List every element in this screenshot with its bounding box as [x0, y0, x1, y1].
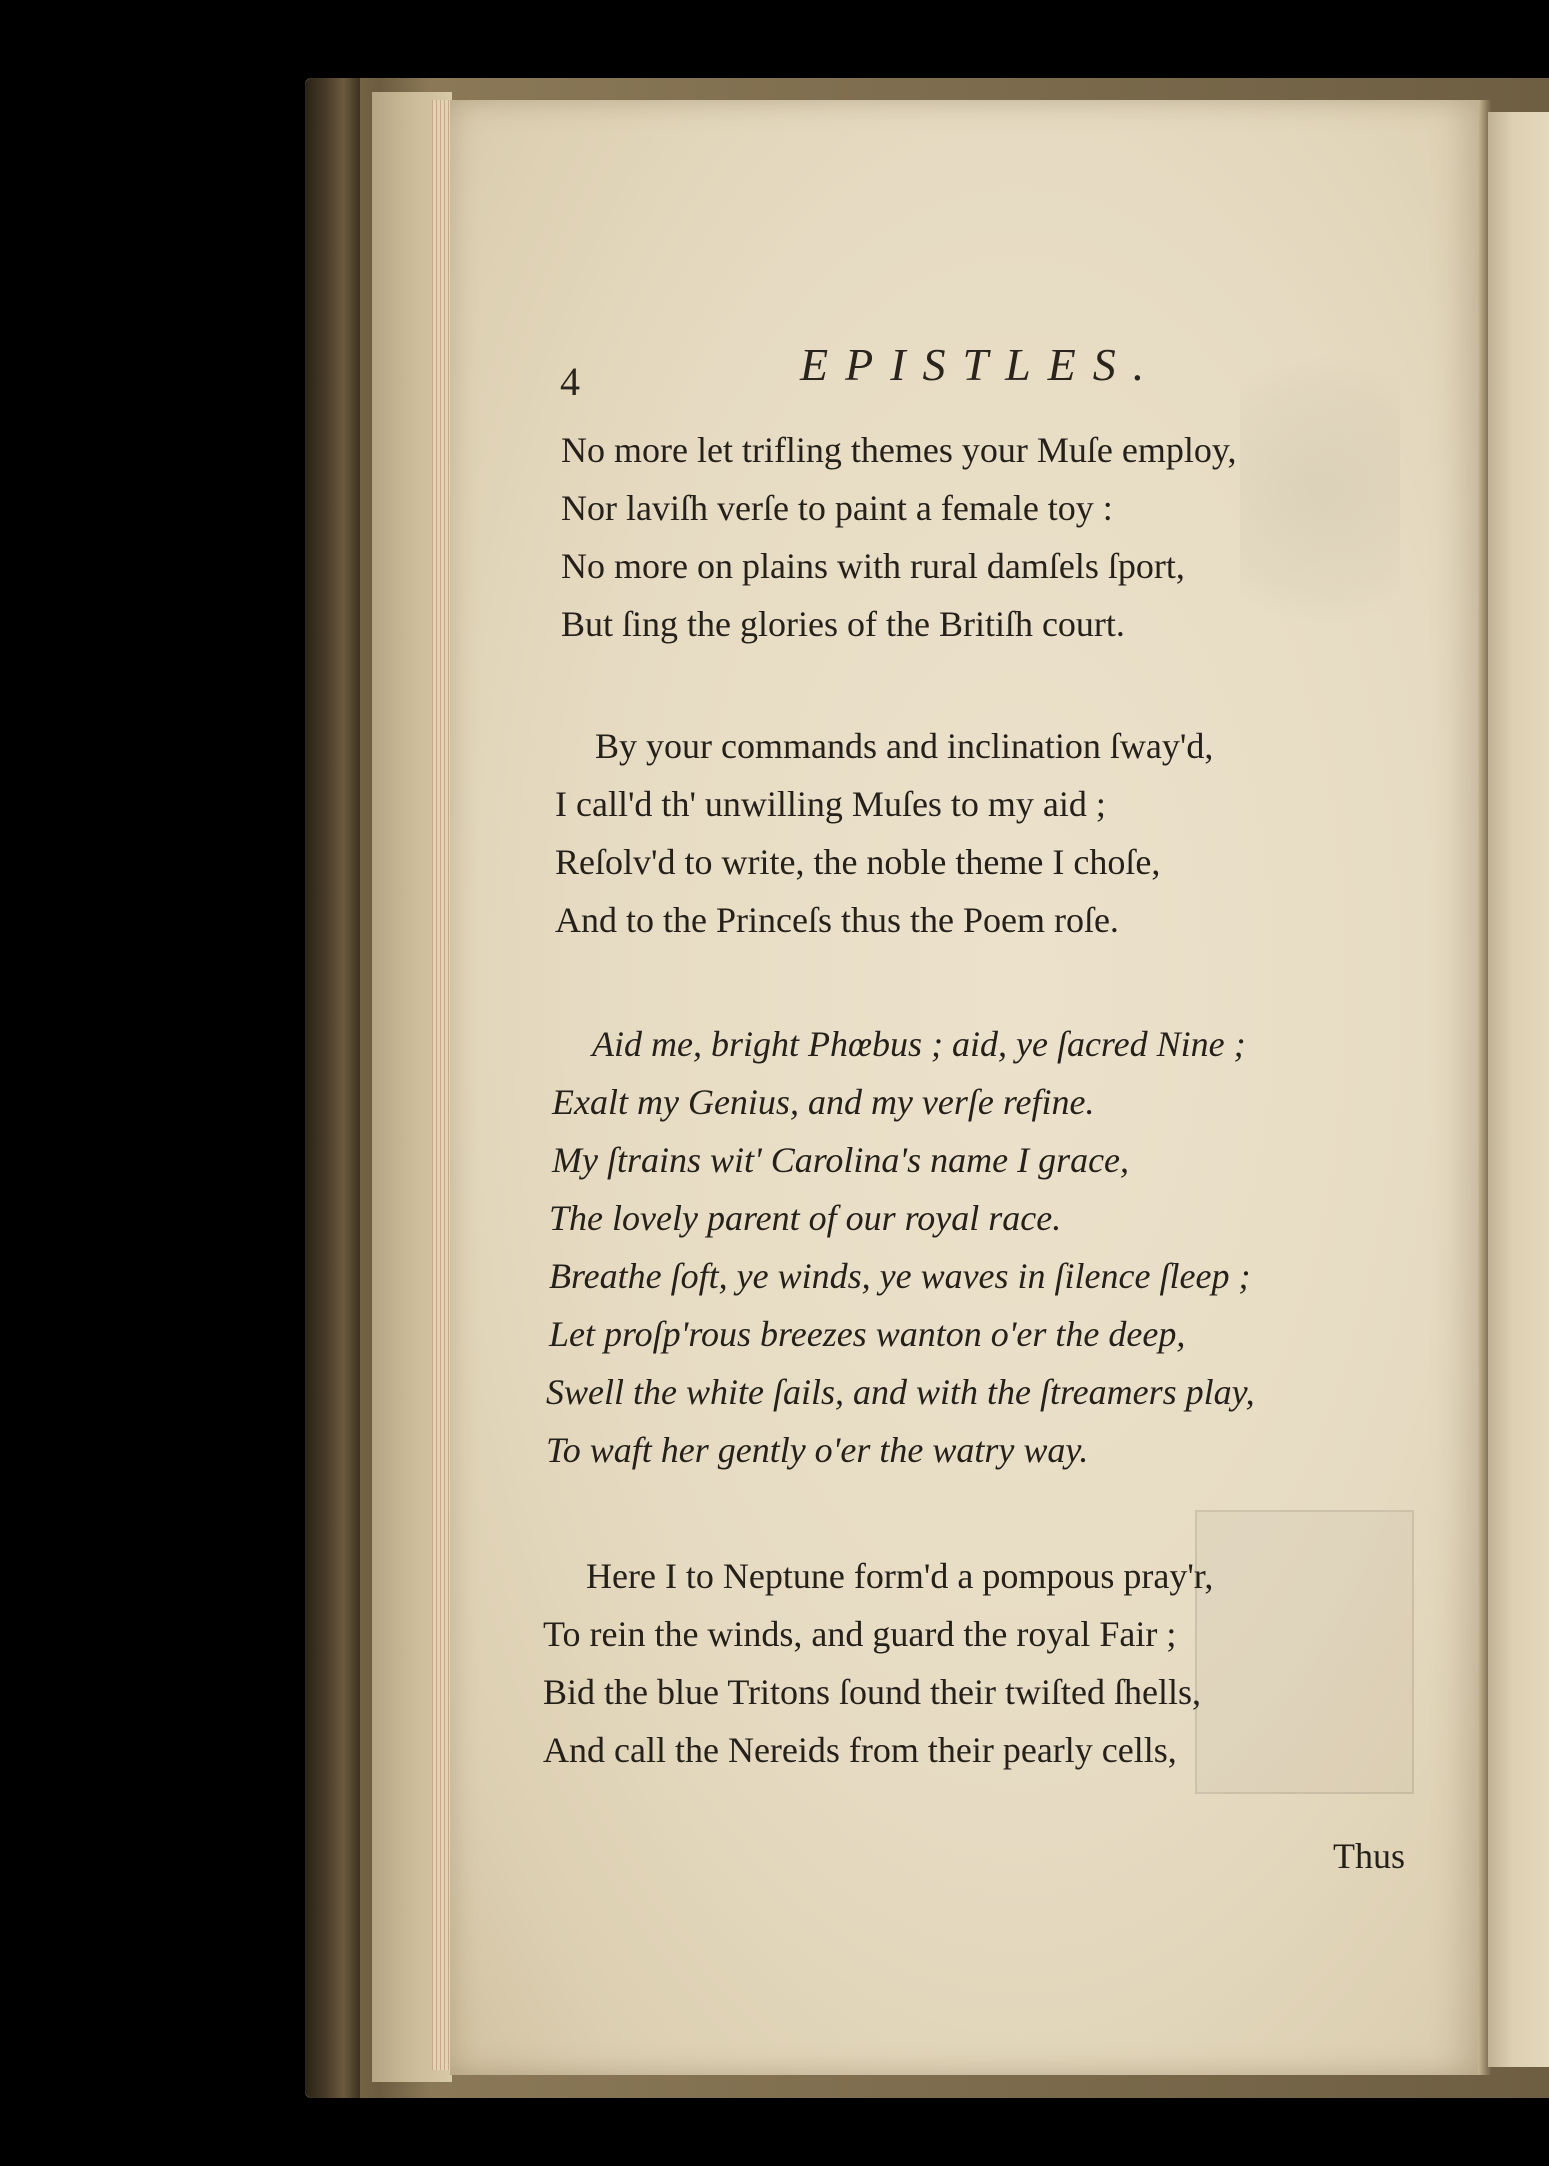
show-through-vignette	[1195, 1510, 1414, 1794]
verse-line: Bid the blue Tritons ſound their twiſted ſhells,	[543, 1672, 1202, 1712]
verse-line: My ſtrains wit' Carolina's name I grace,	[552, 1140, 1130, 1180]
verse-line: But ſing the glories of the Britiſh court.	[561, 604, 1125, 644]
catchword: Thus	[1333, 1836, 1405, 1876]
page-number: 4	[560, 359, 580, 404]
verse-line: Aid me, bright Phœbus ; aid, ye ſacred Nine ;	[592, 1024, 1246, 1064]
verse-line: To rein the winds, and guard the royal Fair ;	[543, 1614, 1177, 1654]
facing-page	[1488, 112, 1549, 2067]
verse-line: By your commands and inclination ſway'd,	[595, 726, 1214, 766]
verse-line: Here I to Neptune form'd a pompous pray'r,	[586, 1556, 1214, 1596]
running-title: EPISTLES.	[800, 339, 1162, 390]
show-through-ornament	[1240, 340, 1400, 640]
verse-line: To waft her gently o'er the watry way.	[546, 1430, 1089, 1470]
verse-line: The lovely parent of our royal race.	[549, 1198, 1062, 1238]
verse-line: No more let trifling themes your Muſe employ,	[561, 430, 1237, 470]
verse-line: Reſolv'd to write, the noble theme I choſe,	[555, 842, 1161, 882]
verse-line: Exalt my Genius, and my verſe refine.	[552, 1082, 1095, 1122]
verse-line: I call'd th' unwilling Muſes to my aid ;	[555, 784, 1106, 824]
verse-line: And to the Princeſs thus the Poem roſe.	[555, 900, 1119, 940]
verse-line: Swell the white ſails, and with the ſtreamers play,	[546, 1372, 1255, 1412]
verse-line: Breathe ſoft, ye winds, ye waves in ſilence ſleep ;	[549, 1256, 1251, 1296]
verse-line: And call the Nereids from their pearly cells,	[543, 1730, 1177, 1770]
page-header	[560, 338, 1220, 404]
verse-line: Let proſp'rous breezes wanton o'er the deep,	[549, 1314, 1186, 1354]
verse-line: Nor laviſh verſe to paint a female toy :	[561, 488, 1113, 528]
book-spine	[305, 78, 360, 2098]
verse-line: No more on plains with rural damſels ſport,	[561, 546, 1185, 586]
